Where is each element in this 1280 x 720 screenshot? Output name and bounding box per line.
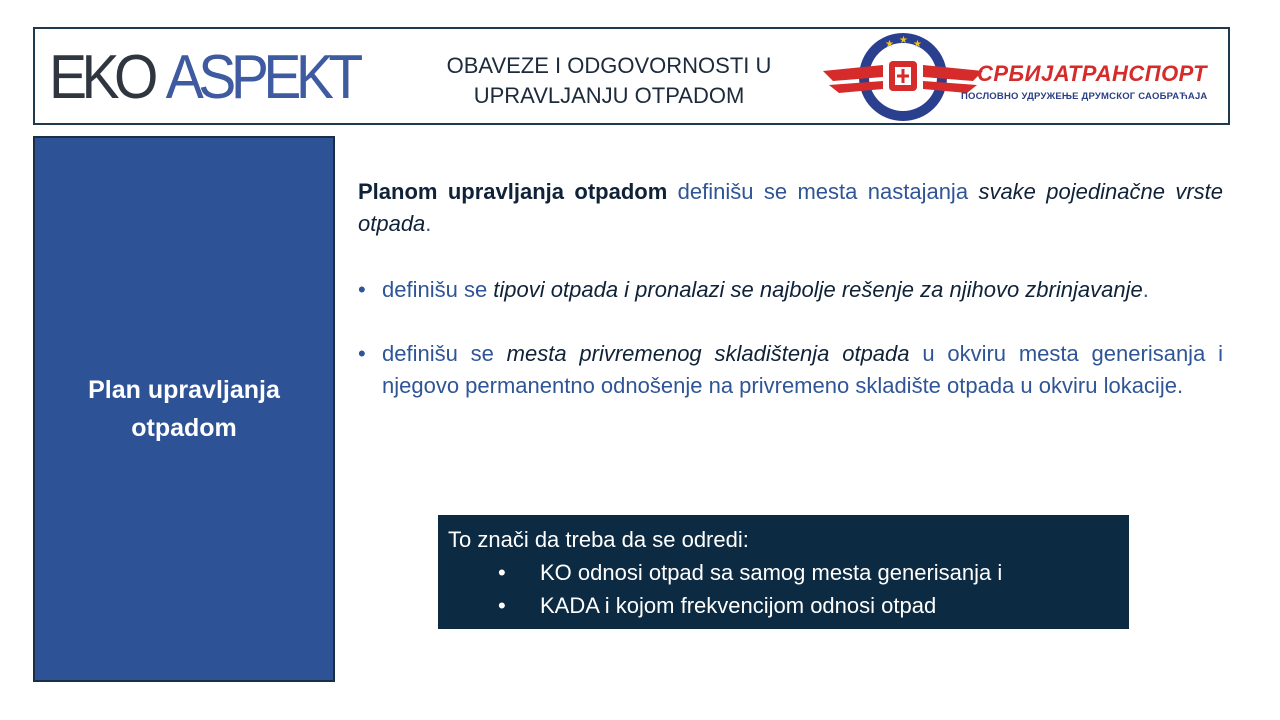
intro-plain: definišu se mesta nastajanja: [667, 179, 979, 204]
svg-text:★: ★: [899, 35, 908, 46]
svg-text:★: ★: [913, 39, 922, 50]
bullet-symbol: •: [358, 277, 366, 302]
callout-item: [498, 556, 1119, 589]
callout-item-text: KADA i kojom frekvencijom odnosi otpad: [540, 593, 937, 618]
bullet-item-storage: [358, 338, 1223, 402]
bullet1-plain: definišu se: [382, 277, 494, 302]
logo-left-part1: EKO: [49, 43, 153, 112]
callout-list: [448, 556, 1119, 622]
section-label: [59, 371, 309, 447]
main-content: [358, 176, 1223, 402]
section-panel: [33, 136, 335, 682]
svg-text:★: ★: [885, 39, 894, 50]
callout-bullet: •: [498, 593, 506, 618]
section-label-line-2: otpadom: [131, 414, 237, 442]
callout-heading: To znači da treba da se odredi:: [448, 527, 749, 552]
bullet-symbol: •: [358, 341, 366, 366]
bullet2-plain: definišu se: [382, 341, 507, 366]
intro-paragraph: [358, 176, 1223, 240]
callout-bullet: •: [498, 560, 506, 585]
callout-item-text: KO odnosi otpad sa samog mesta generisanja i: [540, 560, 1003, 585]
logo-left-part2: ASPEKT: [165, 43, 358, 112]
bullet1-italic: tipovi otpada i pronalazi se najbolje rešenje za njihovo zbrinjavanje: [493, 277, 1143, 302]
logo-right-subtitle: ПОСЛОВНО УДРУЖЕЊЕ ДРУМСКОГ САОБРАЋАЈА: [961, 91, 1208, 102]
title-line-1: OBAVEZE I ODGOVORNOSTI U: [446, 53, 772, 78]
header-banner: [33, 27, 1230, 125]
bullet1-end: .: [1142, 277, 1149, 302]
bullet2-rest: u okviru mesta generisanja i njegovo permanentno odnošenje na privremeno skladište otpada u okviru lokacije.: [382, 341, 1223, 398]
callout-item: [498, 589, 1119, 622]
intro-end: .: [425, 211, 432, 236]
logo-right-brand: СРБИЈАТРАНСПОРТ: [977, 61, 1207, 86]
title-line-2: UPRAVLJANJU OTPADOM: [473, 83, 745, 108]
callout-box: [438, 515, 1129, 629]
page-title: [409, 51, 809, 111]
winged-emblem-icon: [823, 31, 983, 123]
intro-bold: Planom upravljanja otpadom: [358, 179, 668, 204]
intro-italic: svake pojedinačne vrste otpada: [358, 179, 1223, 236]
bullet-item-types: [358, 274, 1223, 306]
srbijatransport-logo: [823, 31, 1223, 123]
bullet2-italic: mesta privremenog skladištenja otpada: [506, 341, 910, 366]
section-label-line-1: Plan upravljanja: [88, 376, 280, 404]
eko-aspekt-logo: [49, 43, 358, 113]
